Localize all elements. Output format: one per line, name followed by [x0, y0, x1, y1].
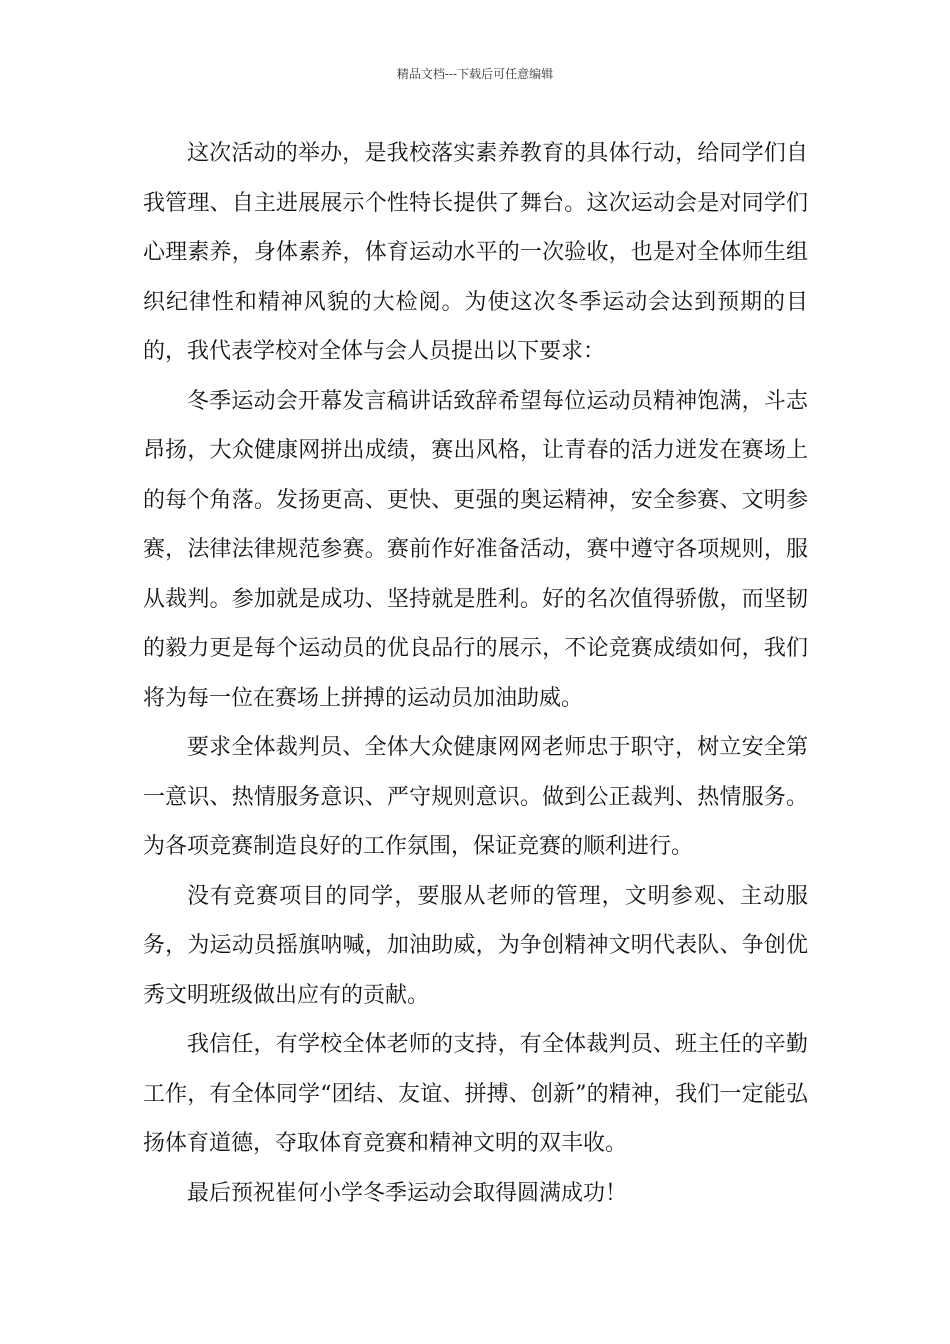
paragraph-closing: 最后预祝崔何小学冬季运动会取得圆满成功！	[187, 1180, 628, 1206]
paragraph-intro: 这次活动的举办，是我校落实素养教育的具体行动，给同学们自我管理、自主进展展示个性特长提供了舞台。这次运动会是对同学们心理素养，身体素养，体育运动水平的一次验收，也是对全体师生组织纪律性和精神风貌的大检阅。为使这次冬季运动会达到预期的目的，我代表学校对全体与会人员提出以下要求：	[143, 141, 808, 364]
paragraph-athletes: 冬季运动会开幕发言稿讲话致辞希望每位运动员精神饱满，斗志昂扬，大众健康网拼出成绩，赛出风格，让青春的活力迸发在赛场上的每个角落。发扬更高、更快、更强的奥运精神，安全参赛、文明参赛，法律法律规范参赛。赛前作好准备活动，赛中遵守各项规则，服从裁判。参加就是成功、坚持就是胜利。好的名次值得骄傲，而坚韧的毅力更是每个运动员的优良品行的展示，不论竞赛成绩如何，我们将为每一位在赛场上拼搏的运动员加油助威。	[143, 388, 808, 711]
page-header: 精品文档---下载后可任意编辑	[396, 67, 554, 81]
document-body	[143, 129, 808, 1218]
paragraph-spectators: 没有竞赛项目的同学，要服从老师的管理，文明参观、主动服务，为运动员摇旗呐喊，加油助威，为争创精神文明代表队、争创优秀文明班级做出应有的贡献。	[143, 883, 808, 1008]
paragraph-confidence: 我信任，有学校全体老师的支持，有全体裁判员、班主任的辛勤工作，有全体同学“团结、友谊、拼搏、创新”的精神，我们一定能弘扬体育道德，夺取体育竞赛和精神文明的双丰收。	[143, 1032, 808, 1156]
paragraph-referees: 要求全体裁判员、全体大众健康网网老师忠于职守，树立安全第一意识、热情服务意识、严守规则意识。做到公正裁判、热情服务。为各项竞赛制造良好的工作氛围，保证竞赛的顺利进行。	[143, 735, 808, 859]
